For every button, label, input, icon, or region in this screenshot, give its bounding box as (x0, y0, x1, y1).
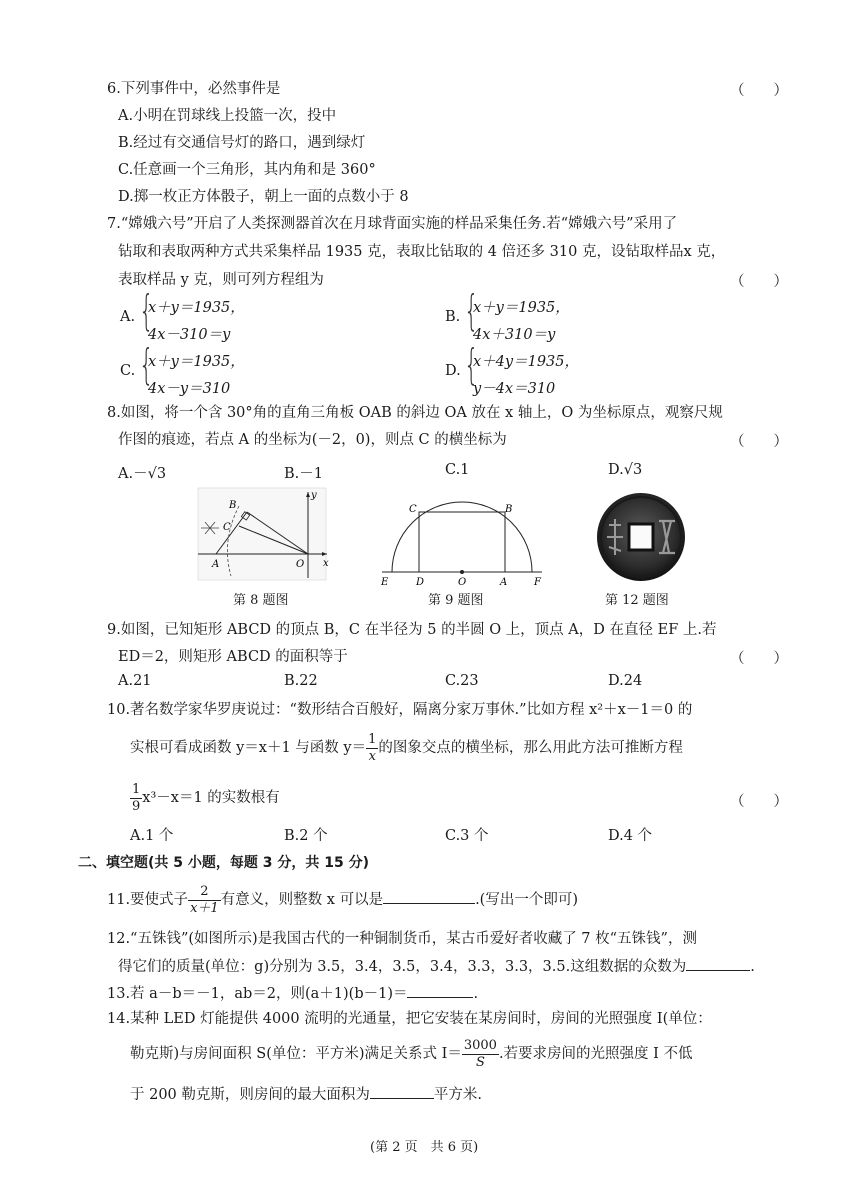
fraction-numerator: 2 (188, 884, 221, 901)
q7-answer-paren: （ ） (730, 274, 788, 290)
fraction-numerator: 3000 (463, 1037, 497, 1053)
page-footer: (第 2 页 共 6 页) (370, 1140, 479, 1155)
fraction-numerator: 1 (132, 781, 141, 797)
q14-fraction (462, 1038, 499, 1071)
q7-option-b-eq2: 4x＋310＝y (473, 327, 556, 343)
brace-icon: { (139, 340, 154, 389)
q6-option-c: C.任意画一个三角形，其内角和是 360° (118, 162, 376, 178)
q8-option-a: A.－√3 (118, 466, 167, 482)
fig9-label-o: O (458, 577, 467, 586)
q14-line2-text-b: .若要求房间的光照强度 I 不低 (498, 1046, 693, 1062)
fig9-label-b: B (505, 504, 513, 515)
fraction-denominator: x＋1 (190, 900, 219, 916)
brace-icon: { (464, 340, 479, 389)
q8-option-d: D.√3 (608, 462, 643, 478)
q6-stem: 6.下列事件中，必然事件是 (107, 81, 281, 97)
q8-line1: 8.如图，将一个含 30°角的直角三角板 OAB 的斜边 OA 放在 x 轴上，O 为坐标原点，观察尺规 (107, 405, 723, 421)
q14-answer-blank[interactable] (370, 1083, 434, 1099)
q8-option-b: B.－1 (284, 466, 323, 482)
q10-option-c: C.3 个 (445, 828, 489, 844)
fig9-label-a: A (500, 577, 508, 586)
figure-8 (195, 486, 335, 586)
q10-line1: 10.著名数学家华罗庚说过：“数形结合百般好，隔离分家万事休.”比如方程 x²＋x－1＝0 的 (107, 702, 693, 718)
q12-line2-tail: . (750, 959, 755, 975)
q6-option-b: B.经过有交通信号灯的路口，遇到绿灯 (118, 135, 366, 151)
q7-option-a-eq2: 4x－310＝y (148, 327, 231, 343)
fig8-label-x: x (323, 558, 329, 569)
q13-text: 13.若 a－b＝－1，ab＝2，则(a＋1)(b－1)＝ (107, 986, 408, 1002)
q10-fraction-1-over-x (366, 732, 378, 765)
q6-option-d: D.掷一枚正方体骰子，朝上一面的点数小于 8 (118, 189, 409, 205)
q13 (107, 982, 478, 1004)
figure-8-caption: 第 8 题图 (233, 593, 289, 608)
q9-option-d: D.24 (608, 673, 643, 689)
q9-line2: ED＝2，则矩形 ABCD 的面积等于 (118, 649, 348, 665)
q8-option-c: C.1 (445, 462, 470, 478)
q11-text-tail: .(写出一个即可) (475, 892, 579, 908)
q9-option-c: C.23 (445, 673, 479, 689)
q6-option-a: A.小明在罚球线上投篮一次，投中 (118, 108, 337, 124)
q10-line2-text-b: 的图象交点的横坐标，那么用此方法可推断方程 (378, 740, 683, 756)
q12-line2-text: 得它们的质量(单位：g)分别为 3.5，3.4，3.5，3.4，3.3，3.3，3.5.这组数据的众数为 (118, 959, 687, 975)
q10-option-a: A.1 个 (130, 828, 174, 844)
q11 (107, 882, 578, 918)
q9-answer-paren: （ ） (730, 651, 788, 667)
brace-icon: { (464, 286, 479, 335)
fraction-denominator: 9 (132, 798, 141, 814)
q7-line1: 7.“嫦娥六号”开启了人类探测器首次在月球背面实施的样品采集任务.若“嫦娥六号”采用了 (107, 216, 678, 232)
q7-line3: 表取样品 y 克，则可列方程组为 (118, 272, 324, 288)
fig9-label-f: F (534, 577, 541, 586)
q14-line3-text-b: 平方米. (433, 1087, 483, 1103)
q11-text-post: 有意义，则整数 x 可以是 (220, 892, 384, 908)
fig8-label-b: B (229, 500, 237, 511)
q13-tail: . (473, 986, 479, 1002)
q14-line3 (130, 1083, 482, 1105)
q14-line1: 14.某种 LED 灯能提供 4000 流明的光通量，把它安装在某房间时，房间的光照强度 I(单位： (107, 1011, 712, 1027)
fig9-label-d: D (416, 577, 425, 586)
q10-line2 (130, 730, 683, 766)
q10-option-b: B.2 个 (284, 828, 328, 844)
q12-line2 (118, 955, 755, 977)
q10-fraction-1-over-9 (130, 782, 142, 815)
q7-line2: 钻取和表取两种方式共采集样品 1935 克，表取比钻取的 4 倍还多 310 克，设钻取样品x 克， (118, 244, 726, 260)
fig8-label-c: C (223, 522, 231, 533)
q6-answer-paren: （ ） (730, 83, 788, 99)
q11-text-pre: 11.要使式子 (107, 892, 189, 908)
q7-option-a-eq1: x＋y＝1935， (148, 300, 245, 316)
fig9-label-c: C (409, 504, 417, 515)
q10-option-d: D.4 个 (608, 828, 653, 844)
q10-answer-paren: （ ） (730, 794, 788, 810)
fig9-label-e: E (381, 577, 389, 586)
figure-9 (377, 494, 547, 586)
q8-line2: 作图的痕迹，若点 A 的坐标为(－2，0)，则点 C 的横坐标为 (118, 432, 507, 448)
q12-line1: 12.“五铢钱”(如图所示)是我国古代的一种铜制货币，某古币爱好者收藏了 7 枚“五铢钱”，测 (107, 931, 697, 947)
figure-12-coin (593, 491, 689, 583)
q7-option-c-eq1: x＋y＝1935， (148, 354, 245, 370)
fig8-label-o: O (296, 559, 305, 570)
q13-answer-blank[interactable] (407, 982, 473, 998)
q7-option-b-eq1: x＋y＝1935， (473, 300, 570, 316)
q10-line3 (130, 780, 280, 816)
q8-answer-paren: （ ） (730, 434, 788, 450)
q7-option-a-label: A. (120, 309, 136, 325)
figure-9-caption: 第 9 题图 (428, 593, 484, 608)
fig8-label-y: y (311, 490, 317, 501)
fraction-denominator: x (368, 748, 376, 764)
fig8-label-a: A (212, 559, 220, 570)
fraction-numerator: 1 (368, 731, 377, 747)
q7-option-c-label: C. (120, 363, 136, 379)
q14-line2 (130, 1036, 693, 1072)
q14-line2-text-a: 勒克斯)与房间面积 S(单位：平方米)满足关系式 I＝ (130, 1046, 462, 1062)
q7-option-c-eq2: 4x－y＝310 (148, 381, 231, 397)
q7-option-d-eq2: y－4x＝310 (473, 381, 556, 397)
q9-line1: 9.如图，已知矩形 ABCD 的顶点 B，C 在半径为 5 的半圆 O 上，顶点 A，D 在直径 EF 上.若 (107, 622, 717, 638)
section-2-heading: 二、填空题(共 5 小题，每题 3 分，共 15 分) (78, 855, 370, 871)
fraction-denominator: S (475, 1054, 485, 1070)
q9-option-a: A.21 (118, 673, 152, 689)
q11-fraction (188, 884, 221, 917)
q7-option-b-label: B. (445, 309, 461, 325)
q9-option-b: B.22 (284, 673, 318, 689)
q10-line2-text-a: 实根可看成函数 y＝x＋1 与函数 y＝ (130, 740, 367, 756)
q12-answer-blank[interactable] (686, 955, 750, 971)
q10-line3-text: x³－x＝1 的实数根有 (142, 790, 280, 806)
figure-12-caption: 第 12 题图 (605, 593, 669, 608)
brace-icon: { (139, 286, 154, 335)
q7-option-d-label: D. (445, 363, 461, 379)
q14-line3-text-a: 于 200 勒克斯，则房间的最大面积为 (130, 1087, 370, 1103)
q7-option-d-eq1: x＋4y＝1935， (473, 354, 579, 370)
q11-answer-blank[interactable] (383, 888, 475, 904)
